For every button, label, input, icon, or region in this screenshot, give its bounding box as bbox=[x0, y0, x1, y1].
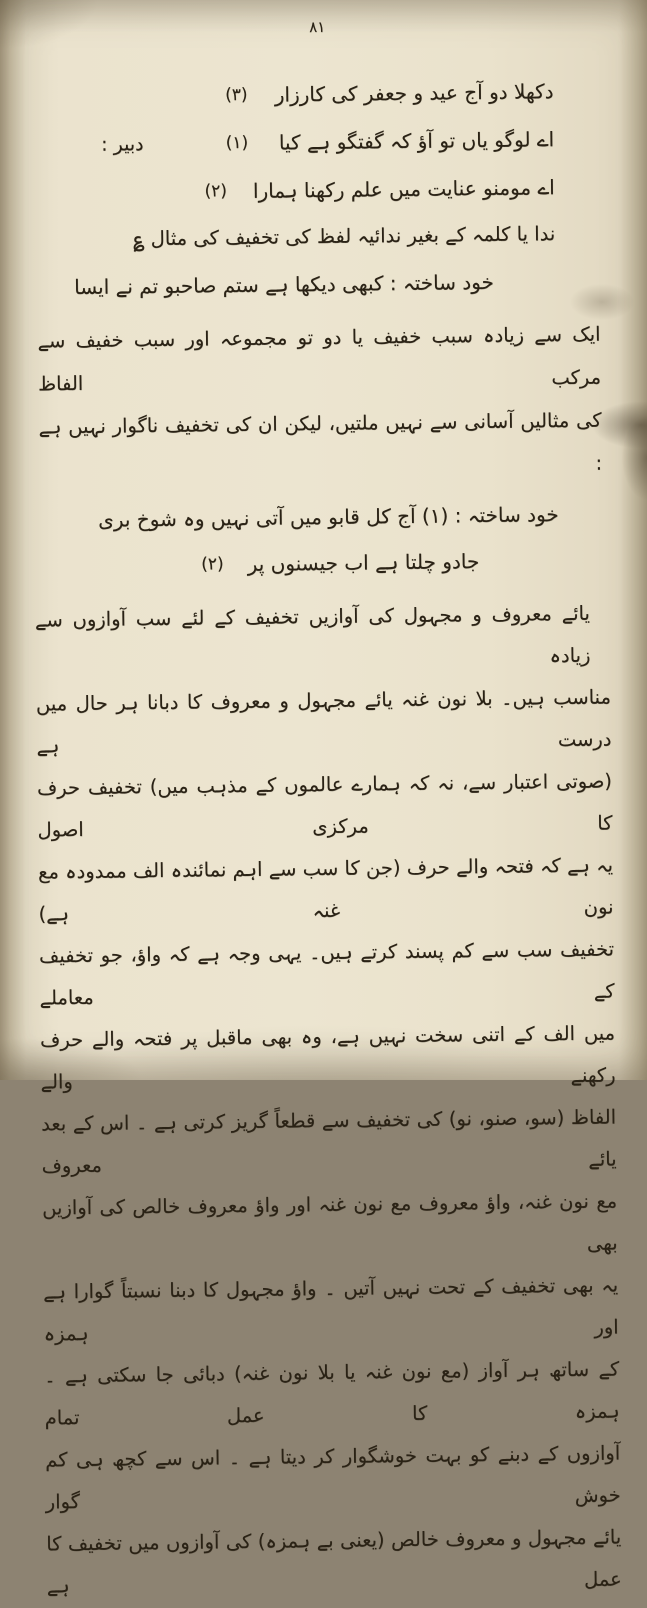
page-number: ۸۱ bbox=[309, 17, 326, 37]
verse-line bbox=[0, 162, 643, 218]
verse-text: دکھلا دو آج عید و جعفر کی کارزار bbox=[274, 79, 554, 107]
verse-number: (۲) bbox=[204, 181, 228, 202]
paragraph-line: آوازوں کے دبنے کو بہت خوشگوار کر دیتا ہے ۔ اس سے کچھ ہی کم خوش گوار bbox=[45, 1441, 621, 1514]
paragraph-line: یہ ہے کہ فتحہ والے حرف (جن کا سب سے اہم نمائندہ الف ممدودہ مع نون غنہ ہے) bbox=[37, 853, 614, 926]
paragraph-line: ایک سے زیادہ سبب خفیف یا دو تو مجموعہ اور سبب خفیف سے مرکب الفاظ bbox=[37, 322, 602, 396]
verse-line bbox=[0, 66, 642, 122]
verse-line bbox=[0, 114, 642, 170]
poet-attribution-label: دبیر : bbox=[101, 133, 144, 156]
paragraph-1 bbox=[0, 312, 646, 492]
verse-block bbox=[0, 66, 643, 218]
example-line-2: خود ساختہ : (۱) آج کل قابو میں آتی نہیں وہ شوخ بری bbox=[97, 502, 559, 532]
paragraph-line: (صوتی اعتبار سے، نہ کہ ہمارے عالموں کے مذہب میں) تخفیف حرف کا مرکزی اصول bbox=[36, 769, 613, 842]
paragraph-line: یہ بھی تخفیف کے تحت نہیں آتیں ۔ واؤ مجہول کا دبنا نسبتاً گوارا ہے اور ہمزہ bbox=[43, 1273, 619, 1346]
paragraph-2 bbox=[1, 592, 647, 1608]
paragraph-line: مع نون غنہ، واؤ معروف مع نون غنہ اور واؤ معروف خالص کی آوازیں بھی bbox=[41, 1189, 618, 1255]
paragraph-line: الفاظ (سو، صنو، نو) کی تخفیف سے قطعاً گریز کرتی ہے ۔ اس کے بعد یائے معروف bbox=[40, 1105, 617, 1178]
paragraph-line: تخفیف سب سے کم پسند کرتے ہیں۔ یہی وجہ ہے کہ واؤ، جو تخفیف کے معاملے bbox=[38, 937, 615, 1010]
paragraph-line: یائے مجہول و معروف خالص (یعنی بے ہمزہ) کی آوازوں میں تخفیف کا عمل ہے bbox=[46, 1525, 622, 1598]
verse-number: (۲) bbox=[201, 554, 224, 575]
paragraph-line: میں الف کے اتنی سخت نہیں ہے، وہ بھی ماقبل پر فتحہ والے حرف رکھنے والے bbox=[39, 1021, 616, 1094]
paragraph-line: کی مثالیں آسانی سے نہیں ملتیں، لیکن ان کی تخفیف ناگوار نہیں ہے : bbox=[38, 408, 603, 475]
verse-number: (۱) bbox=[225, 132, 249, 154]
verse-text: جادو چلتا ہے اب جیسنوں پر bbox=[247, 549, 480, 576]
paragraph-line: کے ساتھ ہر آواز (مع نون غنہ یا بلا نون غنہ) دبائی جا سکتی ہے ۔ ہمزہ کا عمل تمام bbox=[44, 1357, 620, 1430]
paragraph-line: یائے معروف و مجہول کی آوازیں تخفیف کے لئے سب آوازوں سے زیادہ bbox=[34, 601, 591, 668]
paragraph-line: مناسب ہیں۔ بلا نون غنہ یائے مجہول و معروف کا دبانا ہر حال میں درست ہے bbox=[35, 685, 612, 758]
verse-text: اے مومنو عنایت میں علم رکھنا ہمارا bbox=[252, 175, 555, 203]
verse-number: (۳) bbox=[225, 84, 248, 106]
note-line: ندا یا کلمہ کے بغیر ندائیہ لفظ کی تخفیف کی مثال ؏ bbox=[132, 222, 556, 251]
example-line-3 bbox=[0, 536, 647, 590]
example-line-1: خود ساختہ : کبھی دیکھا ہے ستم صاحبو تم نے ایسا bbox=[74, 269, 495, 300]
verse-text: اے لوگو یاں تو آؤ کہ گفتگو ہے کیا bbox=[278, 127, 555, 155]
